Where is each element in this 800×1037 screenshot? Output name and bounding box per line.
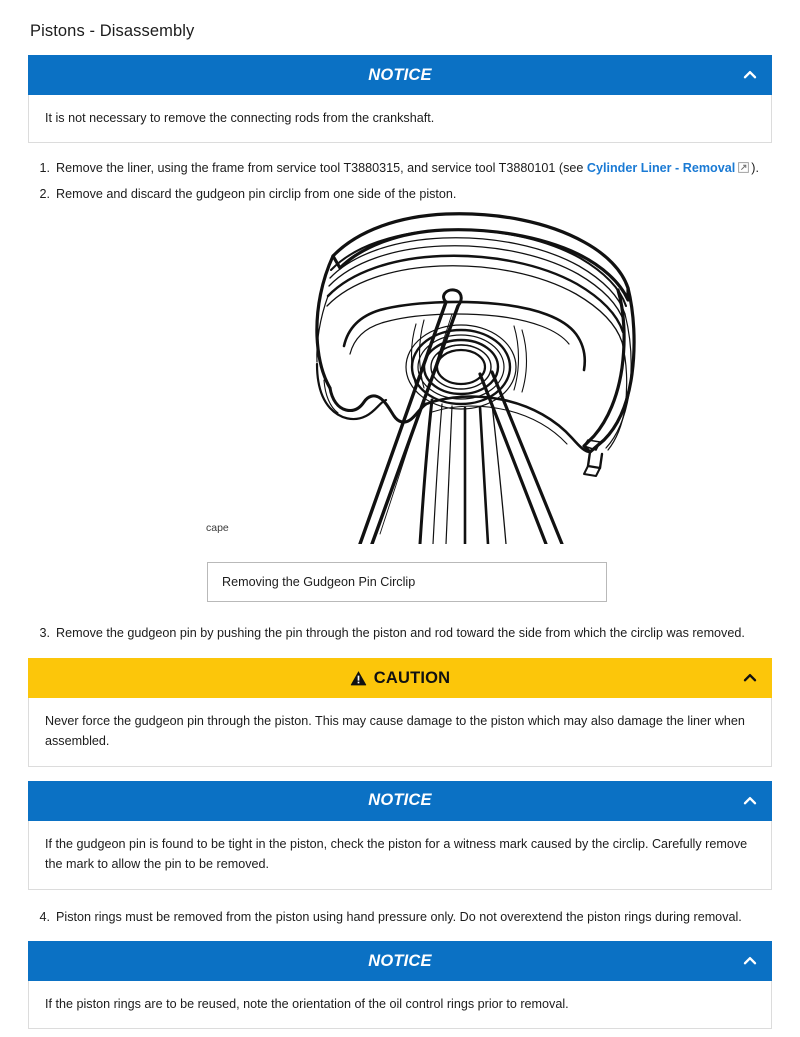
figure-art-label: cape [206, 522, 229, 535]
notice-panel-2-header[interactable] [28, 781, 772, 821]
caution-panel-header[interactable] [28, 658, 772, 698]
notice-panel-2 [28, 781, 772, 890]
figure-illustration [28, 204, 772, 544]
notice-panel-2-title: NOTICE [368, 791, 432, 810]
figure-caption: Removing the Gudgeon Pin Circlip [207, 562, 607, 602]
caution-panel [28, 658, 772, 767]
step-number: 3. [39, 626, 50, 641]
notice-panel-3 [28, 941, 772, 1029]
step-text-after: ). [751, 161, 759, 176]
chevron-up-icon[interactable] [742, 953, 758, 969]
notice-panel-1-body: It is not necessary to remove the connecting rods from the crankshaft. [28, 95, 772, 143]
warning-triangle-icon [350, 670, 367, 686]
step-number: 1. [39, 161, 50, 176]
page-title: Pistons - Disassembly [30, 22, 195, 40]
chevron-up-icon[interactable] [742, 793, 758, 809]
chevron-up-icon[interactable] [742, 67, 758, 83]
step-text: Remove the gudgeon pin by pushing the pin through the piston and rod toward the side from which the circlip was removed. [56, 626, 745, 641]
notice-panel-3-body: If the piston rings are to be reused, note the orientation of the oil control rings prior to removal. [28, 981, 772, 1029]
step-text: Remove and discard the gudgeon pin circlip from one side of the piston. [56, 186, 457, 201]
caution-panel-title [350, 670, 451, 687]
caution-panel-body: Never force the gudgeon pin through the piston. This may cause damage to the piston which may also damage the liner when assembled. [28, 698, 772, 767]
step-number: 4. [39, 909, 50, 924]
external-link-icon[interactable] [738, 162, 749, 173]
step-text: Remove the liner, using the frame from service tool T3880315, and service tool T3880101 (see [56, 161, 587, 176]
notice-panel-1 [28, 55, 772, 143]
notice-panel-1-title: NOTICE [368, 65, 432, 84]
caution-label: CAUTION [373, 668, 451, 687]
step-item-4 [28, 908, 772, 928]
notice-panel-1-header[interactable] [28, 55, 772, 95]
notice-panel-3-title: NOTICE [368, 951, 432, 970]
step-text: Piston rings must be removed from the piston using hand pressure only. Do not overextend the piston rings during removal. [56, 909, 742, 924]
step-item-2 [28, 185, 772, 205]
notice-panel-3-header[interactable] [28, 941, 772, 981]
cylinder-liner-removal-link[interactable]: Cylinder Liner - Removal [586, 161, 736, 176]
step-number: 2. [39, 186, 50, 201]
figure-gudgeon-pin-circlip [28, 204, 772, 602]
steps-list-1 [28, 159, 772, 204]
step-item-1 [28, 159, 772, 179]
step-item-3 [28, 624, 772, 644]
notice-panel-2-body: If the gudgeon pin is found to be tight in the piston, check the piston for a witness mark caused by the circlip. Carefully remove the mark to allow the pin to be removed. [28, 821, 772, 890]
piston-line-drawing [28, 204, 772, 544]
chevron-up-icon[interactable] [742, 670, 758, 686]
